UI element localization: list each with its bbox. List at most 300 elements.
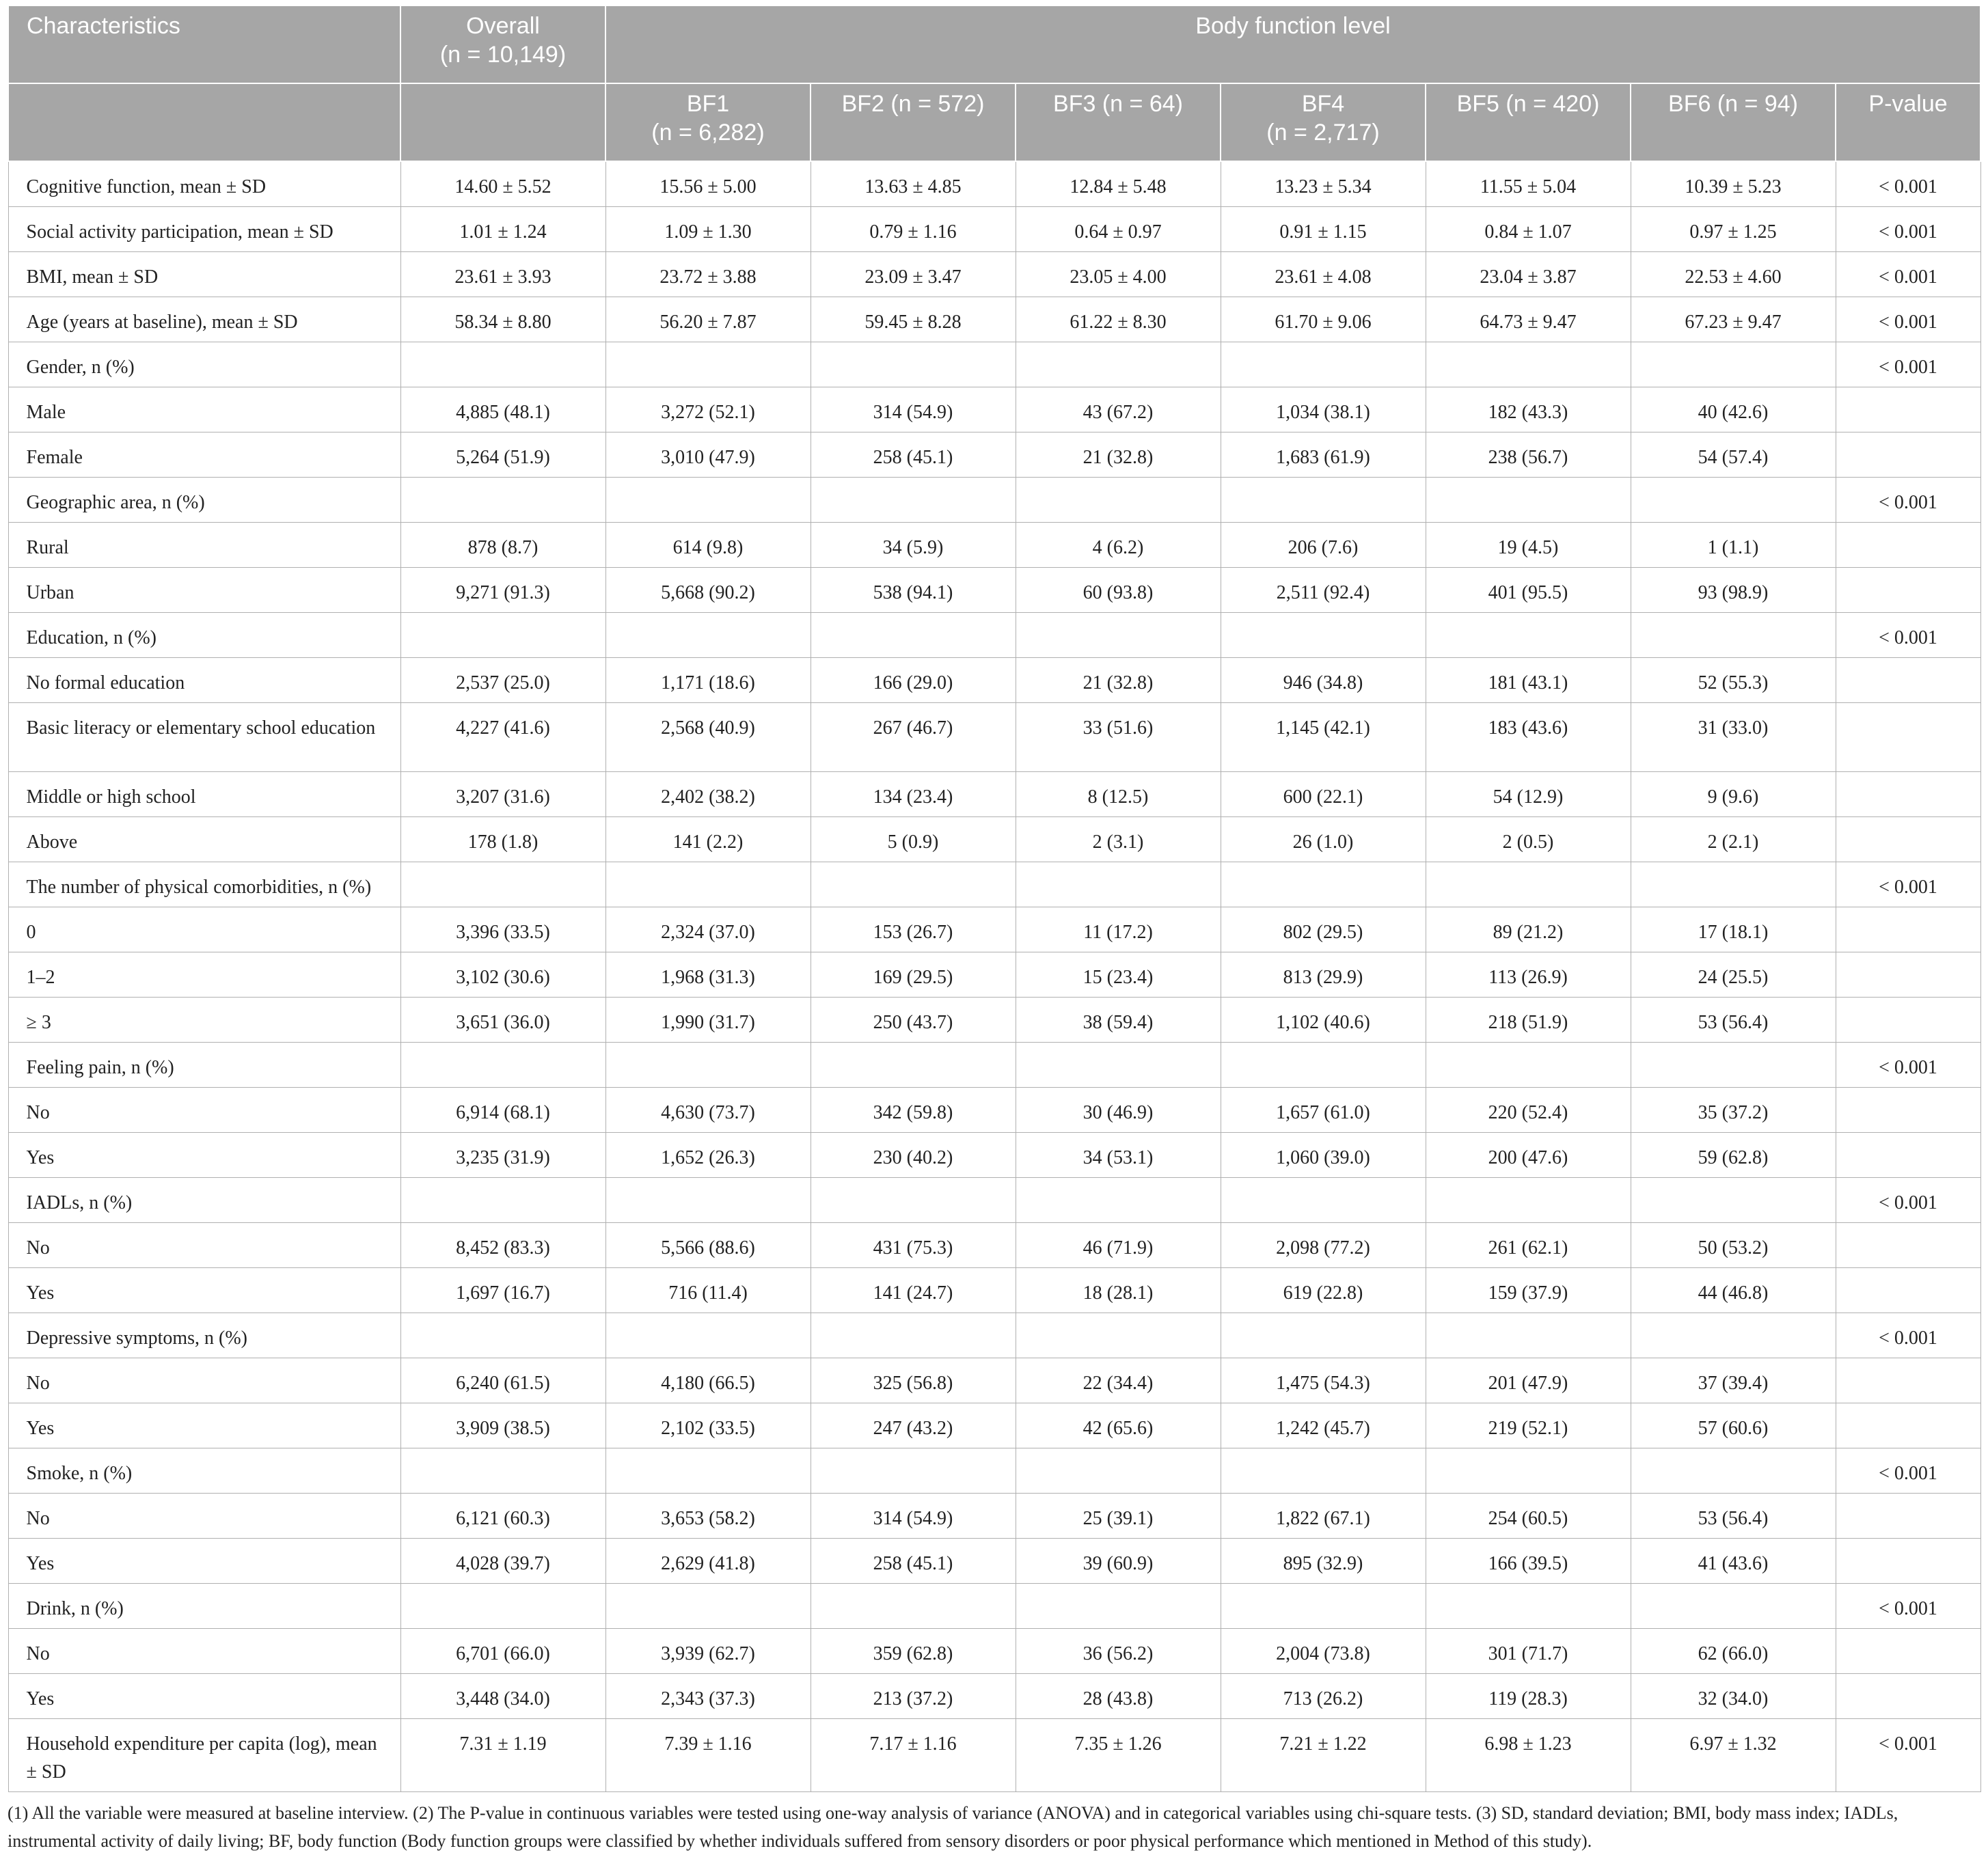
table-row — [8, 1494, 1980, 1539]
table-cell: 3,235 (31.9) — [400, 1133, 605, 1178]
header-group-n: (n = 94) — [1717, 91, 1798, 117]
table-cell — [1221, 1043, 1426, 1088]
table-cell: 59.45 ± 8.28 — [811, 297, 1016, 342]
table-cell: 21 (32.8) — [1016, 432, 1221, 478]
table-cell: 34 (53.1) — [1016, 1133, 1221, 1178]
header-group-n: (n = 572) — [890, 91, 985, 117]
table-cell — [1016, 1178, 1221, 1223]
table-cell — [1426, 862, 1631, 907]
table-cell: 153 (26.7) — [811, 907, 1016, 952]
table-cell — [1426, 478, 1631, 523]
table-cell: 7.31 ± 1.19 — [400, 1719, 605, 1792]
table-cell: 52 (55.3) — [1631, 658, 1836, 703]
table-cell: 61.22 ± 8.30 — [1016, 297, 1221, 342]
table-cell — [400, 1313, 605, 1358]
table-row — [8, 862, 1980, 907]
table-cell — [1221, 1178, 1426, 1223]
table-cell — [1631, 862, 1836, 907]
row-label: Education, n (%) — [8, 613, 400, 658]
pvalue-cell — [1836, 817, 1980, 862]
table-cell: 213 (37.2) — [811, 1674, 1016, 1719]
table-cell — [605, 1043, 811, 1088]
table-cell: 0.91 ± 1.15 — [1221, 207, 1426, 252]
table-cell: 2 (0.5) — [1426, 817, 1631, 862]
row-label: Rural — [8, 523, 400, 568]
table-cell: 7.21 ± 1.22 — [1221, 1719, 1426, 1792]
header-blank — [8, 83, 400, 161]
table-cell: 8,452 (83.3) — [400, 1223, 605, 1268]
table-cell: 2,102 (33.5) — [605, 1403, 811, 1448]
pvalue-cell — [1836, 1088, 1980, 1133]
pvalue-cell — [1836, 432, 1980, 478]
table-cell: 0.97 ± 1.25 — [1631, 207, 1836, 252]
header-overall — [400, 5, 605, 83]
table-cell: 64.73 ± 9.47 — [1426, 297, 1631, 342]
table-cell: 1,171 (18.6) — [605, 658, 811, 703]
table-cell: 619 (22.8) — [1221, 1268, 1426, 1313]
table-cell: 1.01 ± 1.24 — [400, 207, 605, 252]
table-row — [8, 1403, 1980, 1448]
table-cell — [605, 478, 811, 523]
table-row — [8, 658, 1980, 703]
table-cell — [1426, 613, 1631, 658]
table-cell: 3,448 (34.0) — [400, 1674, 605, 1719]
table-cell: 267 (46.7) — [811, 703, 1016, 772]
table-cell — [811, 1448, 1016, 1494]
table-cell — [1221, 1584, 1426, 1629]
table-cell: 1,822 (67.1) — [1221, 1494, 1426, 1539]
table-cell: 40 (42.6) — [1631, 387, 1836, 432]
table-row — [8, 432, 1980, 478]
table-cell: 181 (43.1) — [1426, 658, 1631, 703]
table-cell — [1016, 342, 1221, 387]
table-cell: 1.09 ± 1.30 — [605, 207, 811, 252]
table-cell: 1,475 (54.3) — [1221, 1358, 1426, 1403]
table-cell: 10.39 ± 5.23 — [1631, 161, 1836, 207]
table-cell: 431 (75.3) — [811, 1223, 1016, 1268]
row-label: Age (years at baseline), mean ± SD — [8, 297, 400, 342]
pvalue-cell — [1836, 1133, 1980, 1178]
pvalue-cell: < 0.001 — [1836, 613, 1980, 658]
pvalue-cell — [1836, 998, 1980, 1043]
table-cell: 32 (34.0) — [1631, 1674, 1836, 1719]
table-cell: 250 (43.7) — [811, 998, 1016, 1043]
table-cell — [605, 1448, 811, 1494]
table-cell: 3,010 (47.9) — [605, 432, 811, 478]
table-cell — [811, 342, 1016, 387]
table-cell: 3,207 (31.6) — [400, 772, 605, 817]
table-cell: 5 (0.9) — [811, 817, 1016, 862]
pvalue-cell: < 0.001 — [1836, 297, 1980, 342]
table-cell — [605, 1178, 811, 1223]
table-cell: 11.55 ± 5.04 — [1426, 161, 1631, 207]
row-label: Yes — [8, 1133, 400, 1178]
table-cell: 7.39 ± 1.16 — [605, 1719, 811, 1792]
table-cell: 6.97 ± 1.32 — [1631, 1719, 1836, 1792]
table-cell: 113 (26.9) — [1426, 952, 1631, 998]
table-row — [8, 568, 1980, 613]
table-cell: 22 (34.4) — [1016, 1358, 1221, 1403]
table-cell: 12.84 ± 5.48 — [1016, 161, 1221, 207]
table-cell: 53 (56.4) — [1631, 1494, 1836, 1539]
table-cell — [400, 478, 605, 523]
pvalue-cell — [1836, 952, 1980, 998]
table-cell — [1016, 478, 1221, 523]
table-cell: 141 (2.2) — [605, 817, 811, 862]
header-overall-label: Overall — [466, 13, 540, 39]
table-cell: 44 (46.8) — [1631, 1268, 1836, 1313]
pvalue-cell: < 0.001 — [1836, 1584, 1980, 1629]
table-cell: 3,909 (38.5) — [400, 1403, 605, 1448]
table-cell: 6,121 (60.3) — [400, 1494, 605, 1539]
row-label: Geographic area, n (%) — [8, 478, 400, 523]
table-cell — [1221, 862, 1426, 907]
table-cell — [1631, 1313, 1836, 1358]
row-label: Yes — [8, 1403, 400, 1448]
table-cell — [1221, 342, 1426, 387]
table-cell: 56.20 ± 7.87 — [605, 297, 811, 342]
table-cell: 0.79 ± 1.16 — [811, 207, 1016, 252]
table-cell: 23.61 ± 3.93 — [400, 252, 605, 297]
table-cell: 62 (66.0) — [1631, 1629, 1836, 1674]
table-cell: 4,885 (48.1) — [400, 387, 605, 432]
table-cell: 4,180 (66.5) — [605, 1358, 811, 1403]
table-cell — [1426, 1448, 1631, 1494]
table-cell: 2,402 (38.2) — [605, 772, 811, 817]
row-label: Smoke, n (%) — [8, 1448, 400, 1494]
table-row — [8, 772, 1980, 817]
table-cell: 23.61 ± 4.08 — [1221, 252, 1426, 297]
table-cell: 54 (57.4) — [1631, 432, 1836, 478]
row-label: Middle or high school — [8, 772, 400, 817]
table-cell: 4,028 (39.7) — [400, 1539, 605, 1584]
table-cell: 23.09 ± 3.47 — [811, 252, 1016, 297]
table-cell — [1426, 1584, 1631, 1629]
table-cell — [1426, 1313, 1631, 1358]
table-cell — [1221, 613, 1426, 658]
table-cell: 17 (18.1) — [1631, 907, 1836, 952]
table-cell: 8 (12.5) — [1016, 772, 1221, 817]
table-cell — [605, 1313, 811, 1358]
table-cell — [1016, 613, 1221, 658]
table-row — [8, 523, 1980, 568]
table-cell: 23.04 ± 3.87 — [1426, 252, 1631, 297]
table-cell — [1016, 1313, 1221, 1358]
table-cell: 713 (26.2) — [1221, 1674, 1426, 1719]
table-cell: 201 (47.9) — [1426, 1358, 1631, 1403]
table-cell: 35 (37.2) — [1631, 1088, 1836, 1133]
pvalue-cell — [1836, 1403, 1980, 1448]
table-cell — [811, 1178, 1016, 1223]
table-row — [8, 1178, 1980, 1223]
table-row — [8, 478, 1980, 523]
row-label: BMI, mean ± SD — [8, 252, 400, 297]
table-cell: 50 (53.2) — [1631, 1223, 1836, 1268]
table-cell — [1631, 478, 1836, 523]
pvalue-cell — [1836, 772, 1980, 817]
table-cell: 1,242 (45.7) — [1221, 1403, 1426, 1448]
pvalue-cell — [1836, 658, 1980, 703]
pvalue-cell: < 0.001 — [1836, 1719, 1980, 1792]
table-cell — [400, 613, 605, 658]
table-cell: 36 (56.2) — [1016, 1629, 1221, 1674]
table-cell: 1,683 (61.9) — [1221, 432, 1426, 478]
pvalue-cell — [1836, 703, 1980, 772]
row-label: Female — [8, 432, 400, 478]
table-cell: 614 (9.8) — [605, 523, 811, 568]
table-cell — [400, 1584, 605, 1629]
header-group-label: BF2 — [841, 91, 884, 117]
table-cell: 2,511 (92.4) — [1221, 568, 1426, 613]
table-cell: 5,264 (51.9) — [400, 432, 605, 478]
pvalue-cell: < 0.001 — [1836, 342, 1980, 387]
header-group-bf2 — [811, 83, 1016, 161]
row-label: Household expenditure per capita (log), mean ± SD — [8, 1719, 400, 1792]
table-cell: 178 (1.8) — [400, 817, 605, 862]
table-row — [8, 1043, 1980, 1088]
table-cell: 2 (3.1) — [1016, 817, 1221, 862]
table-cell: 2,537 (25.0) — [400, 658, 605, 703]
table-row — [8, 1223, 1980, 1268]
table-cell: 4,227 (41.6) — [400, 703, 605, 772]
table-cell: 314 (54.9) — [811, 1494, 1016, 1539]
table-cell: 4,630 (73.7) — [605, 1088, 811, 1133]
row-label: Yes — [8, 1674, 400, 1719]
table-cell: 258 (45.1) — [811, 1539, 1016, 1584]
table-cell — [1631, 1448, 1836, 1494]
table-cell: 1,102 (40.6) — [1221, 998, 1426, 1043]
table-row — [8, 1268, 1980, 1313]
table-cell — [811, 613, 1016, 658]
table-cell: 3,653 (58.2) — [605, 1494, 811, 1539]
table-row — [8, 207, 1980, 252]
table-cell: 42 (65.6) — [1016, 1403, 1221, 1448]
table-cell: 1,034 (38.1) — [1221, 387, 1426, 432]
table-cell: 15.56 ± 5.00 — [605, 161, 811, 207]
table-container — [8, 5, 1980, 1855]
table-cell — [605, 1584, 811, 1629]
table-row — [8, 1719, 1980, 1792]
table-cell: 25 (39.1) — [1016, 1494, 1221, 1539]
table-cell: 89 (21.2) — [1426, 907, 1631, 952]
table-row — [8, 252, 1980, 297]
table-cell — [1631, 1584, 1836, 1629]
table-cell: 218 (51.9) — [1426, 998, 1631, 1043]
row-label: Basic literacy or elementary school education — [8, 703, 400, 772]
header-group-bf6 — [1631, 83, 1836, 161]
row-label: ≥ 3 — [8, 998, 400, 1043]
table-row — [8, 952, 1980, 998]
table-cell: 28 (43.8) — [1016, 1674, 1221, 1719]
table-row — [8, 297, 1980, 342]
table-cell: 93 (98.9) — [1631, 568, 1836, 613]
row-label: Cognitive function, mean ± SD — [8, 161, 400, 207]
pvalue-cell — [1836, 1539, 1980, 1584]
table-cell: 2,343 (37.3) — [605, 1674, 811, 1719]
table-row — [8, 1584, 1980, 1629]
table-cell: 230 (40.2) — [811, 1133, 1016, 1178]
row-label: Gender, n (%) — [8, 342, 400, 387]
table-cell: 60 (93.8) — [1016, 568, 1221, 613]
table-row — [8, 613, 1980, 658]
table-cell: 238 (56.7) — [1426, 432, 1631, 478]
table-cell: 14.60 ± 5.52 — [400, 161, 605, 207]
table-cell: 19 (4.5) — [1426, 523, 1631, 568]
table-cell: 54 (12.9) — [1426, 772, 1631, 817]
pvalue-cell: < 0.001 — [1836, 161, 1980, 207]
table-cell: 6,240 (61.5) — [400, 1358, 605, 1403]
table-cell: 67.23 ± 9.47 — [1631, 297, 1836, 342]
table-cell — [1426, 342, 1631, 387]
pvalue-cell — [1836, 1358, 1980, 1403]
header-overall-n: (n = 10,149) — [439, 42, 567, 68]
table-row — [8, 1088, 1980, 1133]
table-cell: 53 (56.4) — [1631, 998, 1836, 1043]
table-cell: 258 (45.1) — [811, 432, 1016, 478]
table-cell — [400, 1043, 605, 1088]
table-cell: 37 (39.4) — [1631, 1358, 1836, 1403]
table-cell — [1631, 1178, 1836, 1223]
table-cell: 6,701 (66.0) — [400, 1629, 605, 1674]
header-blank — [400, 83, 605, 161]
table-cell: 61.70 ± 9.06 — [1221, 297, 1426, 342]
header-group-bf1 — [605, 83, 811, 161]
row-label: No — [8, 1494, 400, 1539]
table-cell — [605, 342, 811, 387]
header-group-bf5 — [1426, 83, 1631, 161]
table-cell: 813 (29.9) — [1221, 952, 1426, 998]
table-cell — [1426, 1043, 1631, 1088]
table-cell: 2,004 (73.8) — [1221, 1629, 1426, 1674]
table-cell: 183 (43.6) — [1426, 703, 1631, 772]
table-cell: 1 (1.1) — [1631, 523, 1836, 568]
table-cell: 38 (59.4) — [1016, 998, 1221, 1043]
row-label: No — [8, 1629, 400, 1674]
table-cell — [605, 862, 811, 907]
table-cell: 3,651 (36.0) — [400, 998, 605, 1043]
table-cell: 219 (52.1) — [1426, 1403, 1631, 1448]
table-cell — [1016, 1043, 1221, 1088]
pvalue-cell: < 0.001 — [1836, 1448, 1980, 1494]
table-cell — [1426, 1178, 1631, 1223]
table-row — [8, 1539, 1980, 1584]
table-cell: 254 (60.5) — [1426, 1494, 1631, 1539]
table-cell: 359 (62.8) — [811, 1629, 1016, 1674]
table-cell: 206 (7.6) — [1221, 523, 1426, 568]
table-cell: 6,914 (68.1) — [400, 1088, 605, 1133]
table-cell — [1631, 342, 1836, 387]
table-cell: 6.98 ± 1.23 — [1426, 1719, 1631, 1792]
row-label: Yes — [8, 1539, 400, 1584]
pvalue-cell — [1836, 1268, 1980, 1313]
header-group-label: BF4 — [1301, 91, 1345, 117]
characteristics-table — [8, 5, 1981, 1792]
table-cell: 23.05 ± 4.00 — [1016, 252, 1221, 297]
table-cell — [1631, 1043, 1836, 1088]
table-cell: 22.53 ± 4.60 — [1631, 252, 1836, 297]
table-cell: 1,968 (31.3) — [605, 952, 811, 998]
table-cell: 2 (2.1) — [1631, 817, 1836, 862]
table-cell: 1,060 (39.0) — [1221, 1133, 1426, 1178]
pvalue-cell — [1836, 523, 1980, 568]
table-cell — [1221, 1313, 1426, 1358]
table-cell: 9,271 (91.3) — [400, 568, 605, 613]
table-cell: 13.63 ± 4.85 — [811, 161, 1016, 207]
pvalue-cell — [1836, 1494, 1980, 1539]
table-cell: 24 (25.5) — [1631, 952, 1836, 998]
table-row — [8, 1674, 1980, 1719]
table-cell: 26 (1.0) — [1221, 817, 1426, 862]
table-cell — [811, 1043, 1016, 1088]
table-row — [8, 817, 1980, 862]
table-cell: 220 (52.4) — [1426, 1088, 1631, 1133]
table-cell — [811, 862, 1016, 907]
table-cell: 15 (23.4) — [1016, 952, 1221, 998]
pvalue-cell: < 0.001 — [1836, 1178, 1980, 1223]
table-cell: 46 (71.9) — [1016, 1223, 1221, 1268]
table-cell — [400, 1178, 605, 1223]
table-cell: 4 (6.2) — [1016, 523, 1221, 568]
table-cell: 301 (71.7) — [1426, 1629, 1631, 1674]
table-cell: 895 (32.9) — [1221, 1539, 1426, 1584]
header-group-n: (n = 6,282) — [651, 120, 765, 146]
table-row — [8, 161, 1980, 207]
header-group-bf4 — [1221, 83, 1426, 161]
table-row — [8, 342, 1980, 387]
pvalue-cell: < 0.001 — [1836, 862, 1980, 907]
table-cell: 41 (43.6) — [1631, 1539, 1836, 1584]
table-row — [8, 998, 1980, 1043]
table-cell: 946 (34.8) — [1221, 658, 1426, 703]
header-group-label: BF3 — [1053, 91, 1096, 117]
table-cell — [1016, 1584, 1221, 1629]
pvalue-cell — [1836, 907, 1980, 952]
table-cell — [1016, 1448, 1221, 1494]
table-cell: 43 (67.2) — [1016, 387, 1221, 432]
table-cell: 716 (11.4) — [605, 1268, 811, 1313]
header-group-n: (n = 64) — [1102, 91, 1183, 117]
pvalue-cell — [1836, 1629, 1980, 1674]
table-cell — [811, 478, 1016, 523]
row-label: No — [8, 1088, 400, 1133]
pvalue-cell — [1836, 1674, 1980, 1719]
row-label: Drink, n (%) — [8, 1584, 400, 1629]
row-label: Social activity participation, mean ± SD — [8, 207, 400, 252]
table-cell — [400, 1448, 605, 1494]
header-pvalue: P-value — [1836, 83, 1980, 161]
pvalue-cell: < 0.001 — [1836, 207, 1980, 252]
table-cell: 2,324 (37.0) — [605, 907, 811, 952]
table-cell: 5,668 (90.2) — [605, 568, 811, 613]
table-cell: 34 (5.9) — [811, 523, 1016, 568]
table-cell — [811, 1313, 1016, 1358]
table-cell: 401 (95.5) — [1426, 568, 1631, 613]
table-footnote: (1) All the variable were measured at baseline interview. (2) The P-value in continuous variables were tested using one-way analysis of variance (ANOVA) and in categorical variables using chi-square tests. (3) SD, standard deviation; BMI, body mass index; IADLs, instrumental activity of daily living; BF, body function (Body function groups were classified by whether individuals suffered from sensory disorders or poor physical performance which mentioned in Method of this study). — [8, 1803, 1898, 1851]
table-cell: 119 (28.3) — [1426, 1674, 1631, 1719]
table-cell: 33 (51.6) — [1016, 703, 1221, 772]
table-cell: 2,098 (77.2) — [1221, 1223, 1426, 1268]
pvalue-cell: < 0.001 — [1836, 478, 1980, 523]
table-cell: 9 (9.6) — [1631, 772, 1836, 817]
table-cell: 1,697 (16.7) — [400, 1268, 605, 1313]
table-cell — [400, 862, 605, 907]
table-cell: 7.17 ± 1.16 — [811, 1719, 1016, 1792]
table-cell: 7.35 ± 1.26 — [1016, 1719, 1221, 1792]
pvalue-cell: < 0.001 — [1836, 252, 1980, 297]
table-row — [8, 1313, 1980, 1358]
table-cell: 134 (23.4) — [811, 772, 1016, 817]
table-cell: 0.64 ± 0.97 — [1016, 207, 1221, 252]
